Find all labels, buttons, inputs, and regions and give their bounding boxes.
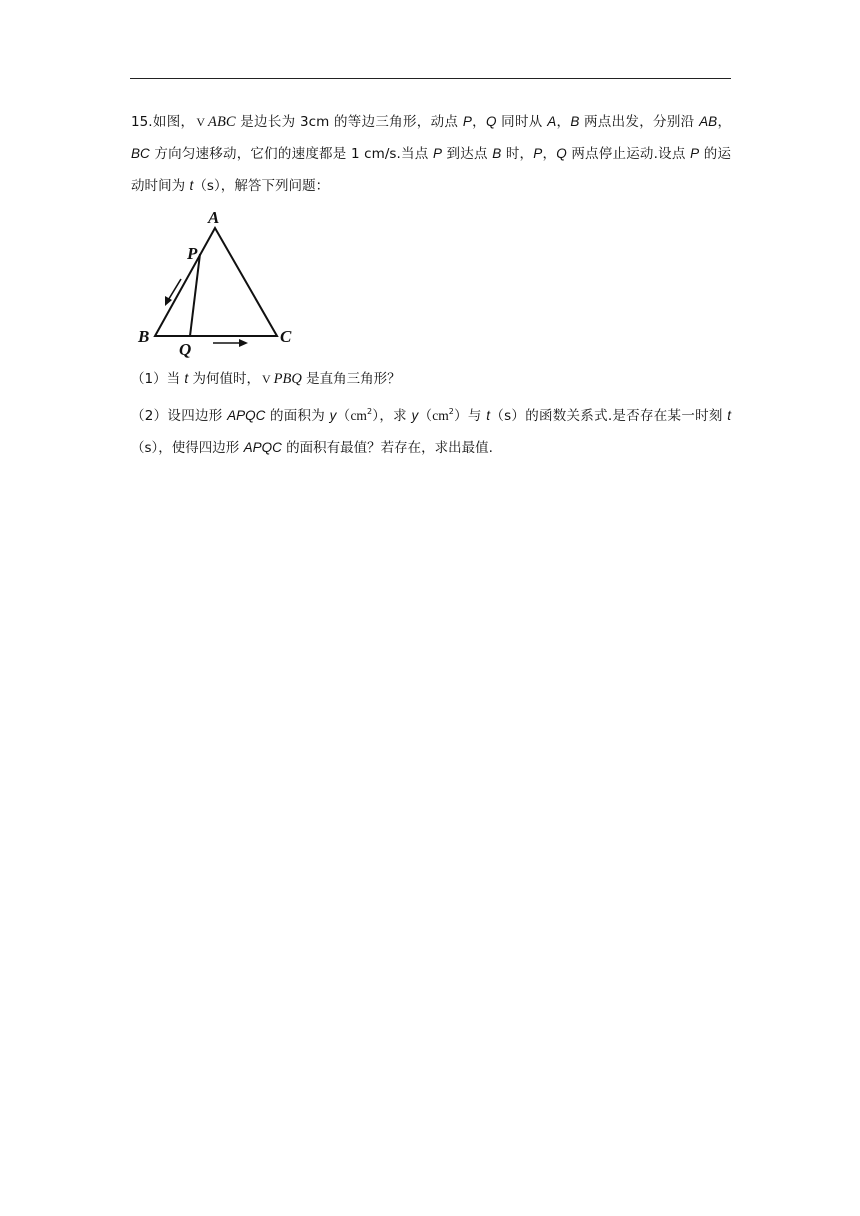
stem-text: （s），解答下列问题： bbox=[193, 178, 330, 194]
segment-pq bbox=[190, 254, 200, 336]
point-p: P bbox=[462, 114, 472, 129]
triangle-figure bbox=[134, 205, 304, 360]
triangle-pbq: PBQ bbox=[273, 371, 302, 387]
sub2-text: 的面积为 bbox=[265, 408, 330, 424]
segment-bc: BC bbox=[131, 146, 150, 161]
question-stem bbox=[131, 106, 731, 202]
triangle-diagram bbox=[134, 205, 304, 360]
stem-text: ， bbox=[542, 146, 557, 162]
sub2-text: ），求 bbox=[372, 408, 412, 424]
label-a: A bbox=[208, 208, 220, 227]
sub2-text: ）与 bbox=[453, 408, 487, 424]
question-number: 15. bbox=[131, 114, 153, 130]
unit-exponent: 2 bbox=[448, 407, 454, 416]
point-p: P bbox=[432, 146, 443, 161]
quadrilateral-apqc: APQC bbox=[243, 440, 282, 455]
quadrilateral-apqc: APQC bbox=[227, 408, 266, 423]
sub2-text: （2）设四边形 bbox=[131, 408, 228, 424]
sub2-text: 的面积有最值？若存在，求出最值. bbox=[281, 440, 493, 456]
stem-text: 到达点 bbox=[442, 146, 493, 162]
point-q: Q bbox=[556, 146, 567, 161]
label-c: C bbox=[280, 327, 292, 346]
stem-text: 时， bbox=[501, 146, 534, 162]
stem-text: 两点出发，分别沿 bbox=[579, 114, 700, 130]
variable-t: t bbox=[184, 371, 189, 386]
label-q: Q bbox=[179, 340, 192, 359]
header-rule bbox=[130, 78, 731, 79]
point-b: B bbox=[570, 114, 580, 129]
point-b: B bbox=[492, 146, 502, 161]
variable-t: t bbox=[486, 408, 491, 423]
stem-text: 如图， bbox=[152, 114, 195, 130]
stem-text: ， bbox=[471, 114, 486, 130]
point-q: Q bbox=[485, 114, 497, 129]
sub-question-2 bbox=[131, 400, 731, 464]
segment-ab: AB bbox=[699, 114, 718, 129]
stem-text: ， bbox=[717, 114, 731, 130]
variable-t: t bbox=[189, 178, 194, 193]
stem-text: 方向匀速移动，它们的速度都是 1 cm/s.当点 bbox=[149, 146, 433, 162]
stem-text: 两点停止运动.设点 bbox=[566, 146, 691, 162]
triangle-abc: ABC bbox=[208, 114, 236, 130]
sub1-text: 是直角三角形？ bbox=[301, 371, 401, 387]
sub2-text: （ bbox=[336, 408, 351, 424]
sub1-text: 为何值时， bbox=[188, 371, 260, 387]
sub-question-1 bbox=[131, 363, 731, 395]
arrow-bc-head bbox=[239, 339, 248, 347]
sub1-text: （1）当 bbox=[131, 371, 185, 387]
point-p: P bbox=[533, 146, 543, 161]
triangle-abc-shape bbox=[155, 228, 277, 336]
sub2-text: （s），使得四边形 bbox=[131, 440, 244, 456]
variable-y: y bbox=[411, 408, 419, 423]
variable-y: y bbox=[329, 408, 337, 423]
point-p: P bbox=[690, 146, 700, 161]
stem-text: 是边长为 3cm 的等边三角形，动点 bbox=[235, 114, 463, 130]
point-a: A bbox=[547, 114, 557, 129]
triangle-symbol: V bbox=[196, 115, 206, 129]
unit-exponent: 2 bbox=[366, 407, 373, 416]
label-b: B bbox=[138, 327, 150, 346]
arrow-ab-head bbox=[165, 296, 172, 306]
sub2-text: （ bbox=[418, 408, 433, 424]
sub2-text: （s）的函数关系式.是否存在某一时刻 bbox=[490, 408, 728, 424]
unit-cm: cm bbox=[350, 408, 367, 423]
variable-t: t bbox=[727, 408, 731, 423]
unit-cm: cm bbox=[432, 408, 449, 423]
triangle-symbol: V bbox=[261, 372, 271, 386]
stem-text: 同时从 bbox=[496, 114, 548, 130]
stem-text: ， bbox=[556, 114, 571, 130]
label-p: P bbox=[187, 244, 198, 263]
stem-text: 的运动时间为 bbox=[131, 146, 731, 194]
